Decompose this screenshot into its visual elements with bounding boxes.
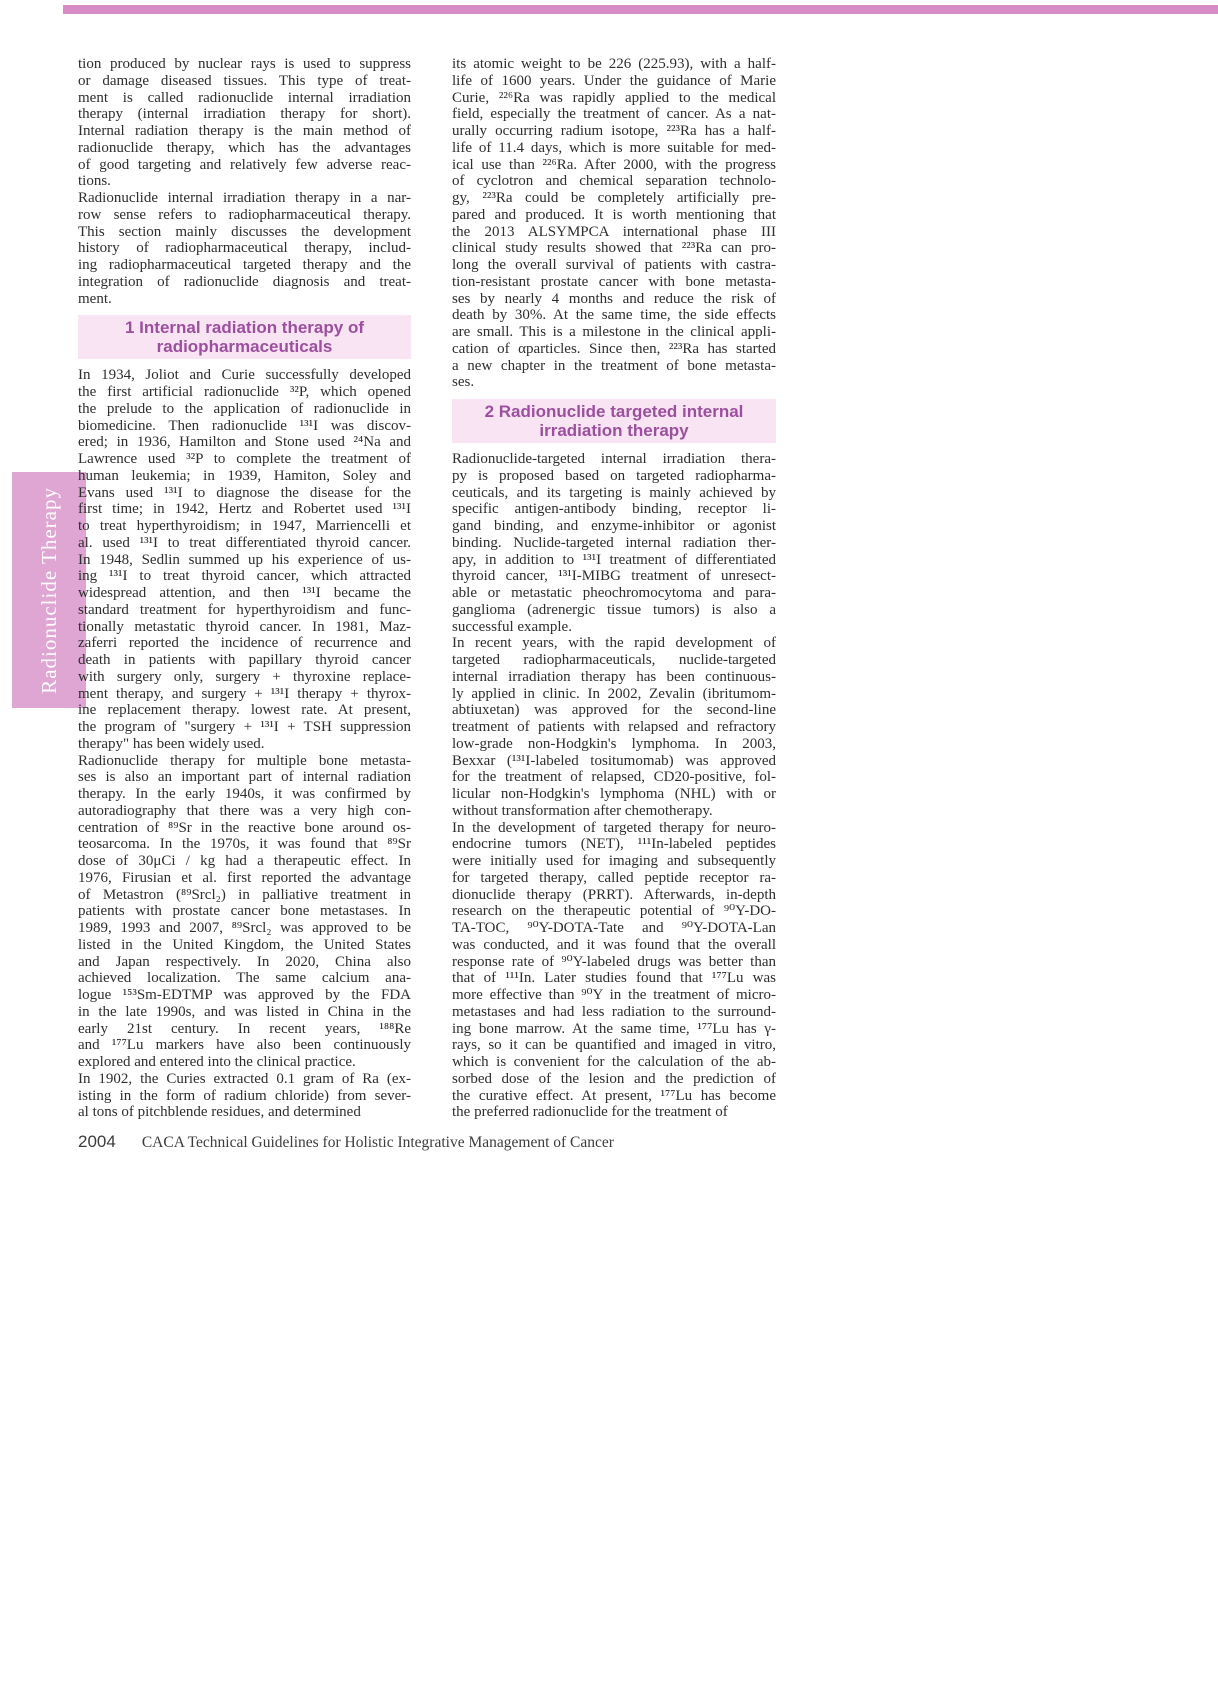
text-line: ment therapy, and surgery + ¹³¹I therapy + thyrox- [78, 685, 411, 702]
text-line: endocrine tumors (NET), ¹¹¹In-labeled peptides [452, 836, 776, 853]
text-line: low-grade non-Hodgkin's lymphoma. In 2003, [452, 735, 776, 752]
paragraph [78, 753, 411, 1071]
text-line: gand binding, and enzyme-inhibitor or agonist [452, 518, 776, 534]
section-heading: 2 Radionuclide targeted internal irradiation therapy [452, 399, 776, 443]
paragraph [452, 635, 776, 819]
text-line: ses by nearly 4 months and reduce the risk of [452, 290, 776, 307]
text-line: death in patients with papillary thyroid cancer [78, 652, 411, 668]
page-footer [78, 1132, 614, 1152]
text-line: and ¹⁷⁷Lu markers have also been continuously [78, 1037, 411, 1054]
text-line: logue ¹⁵³Sm-EDTMP was approved by the FDA [78, 987, 411, 1003]
paragraph [452, 820, 776, 1122]
text-line: Internal radiation therapy is the main method of [78, 123, 411, 139]
text-line: rays, so it can be quantified and imaged in vitro, [452, 1037, 776, 1054]
text-line: thyroid cancer, ¹³¹I-MIBG treatment of unresect- [452, 568, 776, 585]
text-line: zaferri reported the incidence of recurrence and [78, 635, 411, 652]
text-line: ical use than ²²⁶Ra. After 2000, with the progress [452, 156, 776, 173]
text-line: clinical study results showed that ²²³Ra can pro- [452, 240, 776, 257]
text-line: a new chapter in the treatment of bone metasta- [452, 357, 776, 374]
text-line: research on the therapeutic potential of ⁹⁰Y-DO- [452, 903, 776, 920]
text-line: early 21st century. In recent years, ¹⁸⁸Re [78, 1020, 411, 1037]
text-line: the prelude to the application of radionuclide in [78, 400, 411, 417]
text-line: more effective than ⁹⁰Y in the treatment of micro- [452, 987, 776, 1003]
text-line: ment. [78, 290, 112, 307]
text-line: tion-resistant prostate cancer with bone metasta- [452, 273, 776, 290]
text-line: the curative effect. At present, ¹⁷⁷Lu has become [452, 1087, 776, 1104]
text-line: patients with prostate cancer bone metastases. In [78, 903, 411, 920]
text-line: treatment of patients with relapsed and refractory [452, 719, 776, 735]
text-line: death by 30%. At the same time, the side effects [452, 307, 776, 324]
paragraph [78, 56, 411, 190]
text-line: of Metastron (⁸⁹Srcl₂) in palliative treatment in [78, 886, 411, 903]
text-line: ing ¹³¹I to treat thyroid cancer, which attracted [78, 568, 411, 585]
text-line: autoradiography that there was a very high con- [78, 802, 411, 819]
text-line: the program of "surgery + ¹³¹I + TSH suppression [78, 719, 411, 735]
text-line: binding. Nuclide-targeted internal radiation ther- [452, 534, 776, 551]
book-title: CACA Technical Guidelines for Holistic Integrative Management of Cancer [141, 1134, 614, 1151]
chapter-tab [12, 472, 86, 708]
text-line: with surgery only, surgery + thyroxine replace- [78, 668, 411, 685]
text-line: of cyclotron and chemical separation technolo- [452, 173, 776, 190]
text-line: centration of ⁸⁹Sr in the reactive bone around os- [78, 819, 411, 836]
text-line: ses is also an important part of internal radiation [78, 769, 411, 786]
text-line: life of 11.4 days, which is more suitable for med- [452, 139, 776, 156]
text-line: ses. [452, 374, 475, 391]
text-line: al tons of pitchblende residues, and determined [78, 1104, 361, 1121]
paragraph [452, 451, 776, 635]
text-line: ceuticals, and its targeting is mainly achieved by [452, 484, 776, 501]
text-line: therapy" has been widely used. [78, 735, 265, 752]
text-line: specific antigen-antibody binding, receptor li- [452, 501, 776, 518]
text-line: radionuclide therapy, which has the advantages [78, 139, 411, 156]
text-line: ly applied in clinic. In 2002, Zevalin (ibritumom- [452, 685, 776, 702]
paragraph [78, 190, 411, 307]
text-line: response rate of ⁹⁰Y-labeled drugs was better than [452, 953, 776, 970]
text-line: of good targeting and relatively few adverse reac- [78, 156, 411, 173]
text-line: therapy. In the early 1940s, it was confirmed by [78, 786, 411, 802]
paragraph [78, 1071, 411, 1121]
text-line: in the late 1990s, and was listed in China in the [78, 1003, 411, 1020]
text-line: achieved localization. The same calcium ana- [78, 970, 411, 987]
text-line: apy, in addition to ¹³¹I treatment of differentiated [452, 551, 776, 568]
text-line: for the treatment of relapsed, CD20-positive, fol- [452, 769, 776, 786]
text-line: are small. This is a milestone in the clinical appli- [452, 324, 776, 340]
text-line: abtiuxetan) was approved for the second-line [452, 702, 776, 719]
text-line: TA-TOC, ⁹⁰Y-DOTA-Tate and ⁹⁰Y-DOTA-Lan [452, 920, 776, 936]
text-line: which is convenient for the calculation of the ab- [452, 1054, 776, 1070]
text-line: In 1948, Sedlin summed up his experience of us- [78, 551, 411, 568]
text-line: able or metastatic pheochromocytoma and para- [452, 585, 776, 601]
text-line: licular non-Hodgkin's lymphoma (NHL) with or [452, 786, 776, 802]
text-line: the preferred radionuclide for the treatment of [452, 1104, 728, 1121]
paragraph [452, 56, 776, 391]
text-line: ing bone marrow. At the same time, ¹⁷⁷Lu has γ- [452, 1020, 776, 1037]
page-number: 2004 [78, 1132, 116, 1151]
text-line: or damage diseased tissues. This type of treat- [78, 72, 411, 89]
text-line: widespread attention, and then ¹³¹I became the [78, 585, 411, 601]
text-line: tions. [78, 173, 111, 190]
text-line: In the development of targeted therapy for neuro- [452, 819, 776, 836]
text-line: life of 1600 years. Under the guidance of Marie [452, 72, 776, 89]
text-line: integration of radionuclide diagnosis and treat- [78, 273, 411, 290]
text-line: listed in the United Kingdom, the United States [78, 936, 411, 953]
text-line: cation of αparticles. Since then, ²²³Ra has started [452, 340, 776, 357]
text-line: teosarcoma. In the 1970s, it was found that ⁸⁹Sr [78, 836, 411, 853]
text-line: Radionuclide internal irradiation therapy in a nar- [78, 190, 411, 206]
text-line: first time; in 1942, Hertz and Robertet used ¹³¹I [78, 501, 411, 518]
chapter-tab-label: Radionuclide Therapy [36, 486, 61, 694]
text-line: ment is called radionuclide internal irradiation [78, 89, 411, 106]
text-line: Curie, ²²⁶Ra was rapidly applied to the medical [452, 89, 776, 106]
text-line: long the overall survival of patients with castra- [452, 257, 776, 273]
text-line: without transformation after chemotherapy. [452, 802, 713, 819]
text-line: sorbed dose of the lesion and the prediction of [452, 1070, 776, 1087]
text-line: 1989, 1993 and 2007, ⁸⁹Srcl₂ was approved to be [78, 920, 411, 936]
text-line: explored and entered into the clinical practice. [78, 1054, 356, 1070]
text-line: standard treatment for hyperthyroidism and func- [78, 601, 411, 618]
text-line: isting in the form of radium chloride) from sever- [78, 1087, 411, 1104]
text-line: therapy (internal irradiation therapy for short). [78, 106, 411, 123]
text-line: py is proposed based on targeted radiopharma- [452, 467, 776, 484]
text-line: tionally metastatic thyroid cancer. In 1981, Maz- [78, 618, 411, 635]
text-line: Bexxar (¹³¹I-labeled tositumomab) was approved [452, 752, 776, 769]
text-line: ing radiopharmaceutical targeted therapy and the [78, 257, 411, 273]
top-accent-bar [63, 5, 1218, 14]
text-line: the first artificial radionuclide ³²P, which opened [78, 384, 411, 400]
text-line: metastases and had less radiation to the surround- [452, 1003, 776, 1020]
text-column-right [452, 56, 776, 1121]
text-line: urally occurring radium isotope, ²²³Ra has a half- [452, 123, 776, 139]
text-column-left [78, 56, 411, 1121]
text-line: that of ¹¹¹In. Later studies found that ¹⁷⁷Lu was [452, 970, 776, 987]
text-line: This section mainly discusses the development [78, 223, 411, 240]
text-line: Lawrence used ³²P to complete the treatment of [78, 451, 411, 467]
text-line: row sense refers to radiopharmaceutical therapy. [78, 206, 411, 223]
text-line: targeted radiopharmaceuticals, nuclide-targeted [452, 652, 776, 668]
text-line: In 1934, Joliot and Curie successfully developed [78, 367, 411, 384]
text-line: ganglioma (adrenergic tissue tumors) is also a [452, 601, 776, 618]
text-line: internal irradiation therapy has been continuous- [452, 668, 776, 685]
text-line: and Japan respectively. In 2020, China also [78, 953, 411, 970]
section-heading: 1 Internal radiation therapy of radiopharmaceuticals [78, 315, 411, 359]
text-line: 1976, Firusian et al. first reported the advantage [78, 869, 411, 886]
text-line: dionuclide therapy (PRRT). Afterwards, in-depth [452, 886, 776, 903]
text-line: Evans used ¹³¹I to diagnose the disease for the [78, 484, 411, 501]
text-line: al. used ¹³¹I to treat differentiated thyroid cancer. [78, 534, 411, 551]
text-line: the 2013 ALSYMPCA international phase III [452, 223, 776, 240]
text-line: ine replacement therapy. lowest rate. At present, [78, 702, 411, 719]
text-line: Radionuclide-targeted internal irradiation thera- [452, 451, 776, 467]
text-line: to treat hyperthyroidism; in 1947, Marriencelli et [78, 518, 411, 534]
text-line: In 1902, the Curies extracted 0.1 gram of Ra (ex- [78, 1070, 411, 1087]
text-line: In recent years, with the rapid development of [452, 635, 776, 652]
text-line: for targeted therapy, called peptide receptor ra- [452, 869, 776, 886]
text-line: ered; in 1936, Hamilton and Stone used ²⁴Na and [78, 434, 411, 451]
text-line: gy, ²²³Ra could be completely artificially pre- [452, 190, 776, 206]
text-line: biomedicine. Then radionuclide ¹³¹I was discov- [78, 417, 411, 434]
text-line: history of radiopharmaceutical therapy, includ- [78, 240, 411, 257]
text-line: human leukemia; in 1939, Hamiton, Soley and [78, 467, 411, 484]
text-line: Radionuclide therapy for multiple bone metasta- [78, 752, 411, 769]
text-line: was conducted, and it was found that the overall [452, 936, 776, 953]
text-line: dose of 30μCi / kg had a therapeutic effect. In [78, 853, 411, 869]
text-line: tion produced by nuclear rays is used to suppress [78, 56, 411, 72]
text-line: successful example. [452, 618, 572, 635]
paragraph [78, 367, 411, 752]
text-line: field, especially the treatment of cancer. As a nat- [452, 106, 776, 123]
text-line: its atomic weight to be 226 (225.93), with a half- [452, 56, 776, 72]
text-line: were initially used for imaging and subsequently [452, 853, 776, 869]
text-line: pared and produced. It is worth mentioning that [452, 206, 776, 223]
